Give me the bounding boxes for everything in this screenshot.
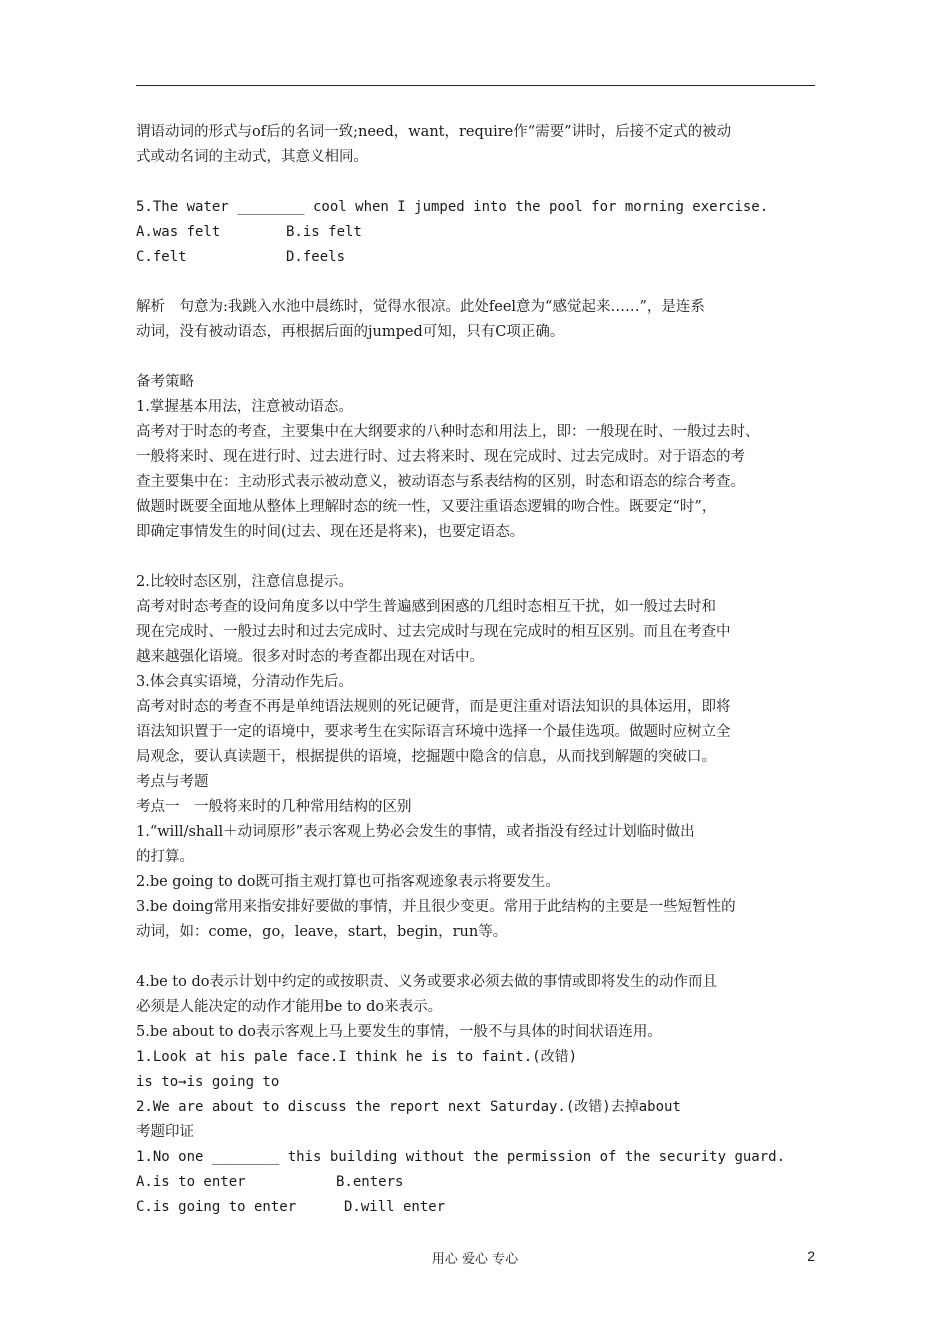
question-1-options-row-1 bbox=[136, 1170, 826, 1195]
question-5-stem: 5.The water ________ cool when I jumped into the pool for morning exercise. bbox=[136, 199, 769, 215]
paragraph-line: 查主要集中在：主动形式表示被动意义，被动语态与系表结构的区别，时态和语态的综合考查。 bbox=[136, 474, 745, 490]
example-line: 2.We are about to discuss the report next Saturday.(改错)去掉about bbox=[136, 1099, 681, 1115]
paragraph-line: 一般将来时、现在进行时、过去进行时、过去将来时、现在完成时、过去完成时。对于语态的考 bbox=[136, 449, 745, 465]
paragraph-line: 高考对于时态的考查，主要集中在大纲要求的八种时态和用法上，即：一般现在时、一般过去时、 bbox=[136, 424, 760, 440]
option-a: A.was felt bbox=[136, 224, 221, 240]
section-heading: 考题印证 bbox=[136, 1124, 194, 1140]
analysis-line: 解析 句意为:我跳入水池中晨练时，觉得水很凉。此处feel意为“感觉起来……”，是连系 bbox=[136, 299, 705, 315]
paragraph-line: 的打算。 bbox=[136, 849, 194, 865]
paragraph-line: 5.be about to do表示客观上马上要发生的事情，一般不与具体的时间状语连用。 bbox=[136, 1024, 662, 1040]
paragraph-line: 3.be doing常用来指安排好要做的事情，并且很少变更。常用于此结构的主要是一些短暂性的 bbox=[136, 899, 736, 915]
option-a: A.is to enter bbox=[136, 1174, 246, 1190]
question-1-options-row-2 bbox=[136, 1195, 826, 1220]
example-line: 1.Look at his pale face.I think he is to faint.(改错) bbox=[136, 1049, 578, 1065]
option-d: D.will enter bbox=[344, 1199, 446, 1215]
page-number: 2 bbox=[807, 1248, 815, 1264]
question-5-options-row-2 bbox=[136, 245, 826, 270]
option-d: D.feels bbox=[286, 249, 346, 265]
paragraph-line: 现在完成时、一般过去时和过去完成时、过去完成时与现在完成时的相互区别。而且在考查中 bbox=[136, 624, 731, 640]
option-b: B.is felt bbox=[286, 224, 362, 240]
paragraph-line: 谓语动词的形式与of后的名词一致;need，want，require作“需要”讲时，后接不定式的被动 bbox=[136, 124, 732, 140]
option-c: C.is going to enter bbox=[136, 1199, 297, 1215]
question-5-options-row-1 bbox=[136, 220, 826, 245]
paragraph-line: 做题时既要全面地从整体上理解时态的统一性，又要注重语态逻辑的吻合性。既要定“时”， bbox=[136, 499, 717, 515]
paragraph-line: 动词，如：come，go，leave，start，begin，run等。 bbox=[136, 924, 508, 940]
paragraph-line: 高考对时态考查的设问角度多以中学生普遍感到困惑的几组时态相互干扰，如一般过去时和 bbox=[136, 599, 716, 615]
paragraph-line: 2.be going to do既可指主观打算也可指客观迹象表示将要发生。 bbox=[136, 874, 560, 890]
paragraph-line: 局观念，要认真读题干，根据提供的语境，挖掘题中隐含的信息，从而找到解题的突破口。 bbox=[136, 749, 716, 765]
analysis-line: 动词，没有被动语态，再根据后面的jumped可知，只有C项正确。 bbox=[136, 324, 565, 340]
section-heading: 备考策略 bbox=[136, 374, 194, 390]
paragraph-line: 1.“will/shall＋动词原形”表示客观上势必会发生的事情，或者指没有经过计划临时做出 bbox=[136, 824, 695, 840]
paragraph-line: 3.体会真实语境，分清动作先后。 bbox=[136, 674, 353, 690]
page-content bbox=[136, 120, 826, 1220]
paragraph-line: 2.比较时态区别，注意信息提示。 bbox=[136, 574, 353, 590]
paragraph-line: 式或动名词的主动式，其意义相同。 bbox=[136, 149, 368, 165]
paragraph-line: 高考对时态的考查不再是单纯语法规则的死记硬背，而是更注重对语法知识的具体运用，即将 bbox=[136, 699, 731, 715]
example-answer: is to→is going to bbox=[136, 1074, 280, 1090]
question-1-stem: 1.No one ________ this building without the permission of the security guard. bbox=[136, 1149, 786, 1165]
paragraph-line: 即确定事情发生的时间(过去、现在还是将来)，也要定语态。 bbox=[136, 524, 525, 540]
paragraph-line: 1.掌握基本用法，注意被动语态。 bbox=[136, 399, 353, 415]
section-heading: 考点与考题 bbox=[136, 774, 209, 790]
option-b: B.enters bbox=[336, 1174, 404, 1190]
footer-motto: 用心 爱心 专心 bbox=[431, 1252, 519, 1267]
paragraph-line: 4.be to do表示计划中约定的或按职责、义务或要求必须去做的事情或即将发生的动作而且 bbox=[136, 974, 717, 990]
option-c: C.felt bbox=[136, 249, 187, 265]
section-heading: 考点一 一般将来时的几种常用结构的区别 bbox=[136, 799, 412, 815]
header-rule bbox=[136, 85, 815, 86]
paragraph-line: 语法知识置于一定的语境中，要求考生在实际语言环境中选择一个最佳选项。做题时应树立全 bbox=[136, 724, 731, 740]
paragraph-line: 必须是人能决定的动作才能用be to do来表示。 bbox=[136, 999, 443, 1015]
paragraph-line: 越来越强化语境。很多对时态的考查都出现在对话中。 bbox=[136, 649, 484, 665]
